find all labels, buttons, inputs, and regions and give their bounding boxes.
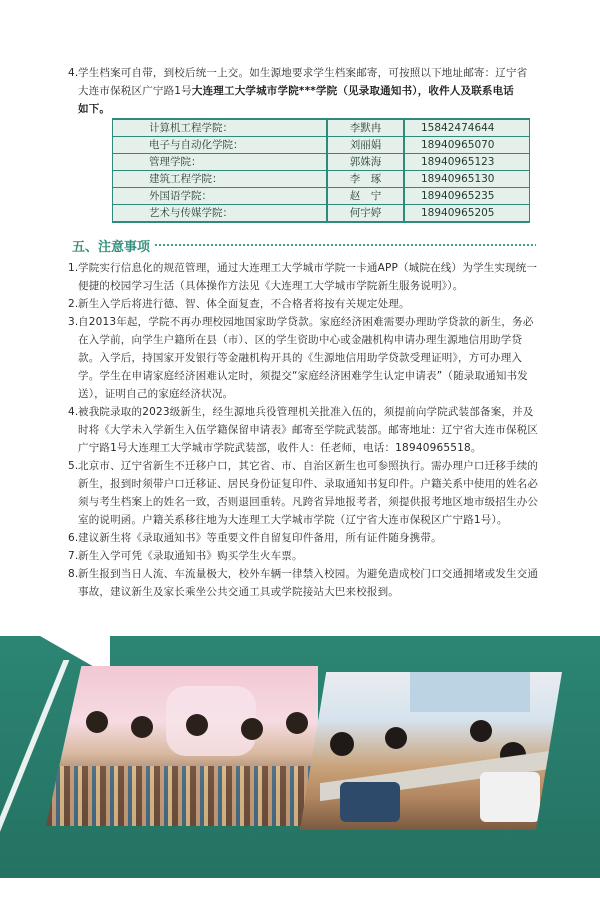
note-number: 5. (68, 460, 79, 472)
item-4-bold-address: 大连理工大学城市学院***学院（见录取通知书），收件人及联系电话 (191, 85, 515, 97)
table-row (113, 154, 529, 170)
list-item (68, 313, 540, 403)
contact-person: 李 琢 (328, 171, 405, 187)
table-row (113, 137, 529, 153)
list-item (68, 547, 540, 565)
contact-phone: 18940965235 (405, 188, 529, 204)
list-item (68, 295, 540, 313)
item-4-text (68, 64, 538, 118)
note-number: 1. (68, 262, 79, 274)
contact-person: 赵 宁 (328, 188, 405, 204)
contact-person: 何宇婷 (328, 205, 405, 221)
list-item (68, 403, 540, 457)
table-row (113, 205, 529, 221)
note-text: 建议新生将《录取通知书》等重要文件自留复印件备用，所有证件随身携带。 (78, 532, 442, 544)
note-number: 4. (68, 406, 79, 418)
note-text: 新生入学可凭《录取通知书》购买学生火车票。 (78, 550, 303, 562)
dotted-divider (154, 244, 536, 246)
note-text: 北京市、辽宁省新生不迁移户口，其它省、市、自治区新生也可参照执行。需办理户口迁移手续的新生，报到时须带户口迁移证、居民身份证复印件、录取通知书复印件。户籍关系中使用的姓名必须与考生档案上的姓名一致，否则退回重转。凡跨省异地报考者，须提供报考地区地市级招生办公室的说明函。户籍关系移往地为大连理工大学城市学院（辽宁省大连市保税区广宁路1号）。 (78, 460, 539, 526)
contact-person: 郭姝海 (328, 154, 405, 170)
section-title: 五、注意事项 (72, 239, 151, 255)
note-text: 自2013年起，学院不再办理校园地国家助学贷款。家庭经济困难需要办理助学贷款的新生，务必在入学前，向学生户籍所在县（市）、区的学生资助中心或金融机构申请办理生源地信用助学贷款。入学后，持国家开发银行等金融机构开具的《生源地信用助学贷款受理证明》，方可办理入学。学生在申请家庭经济困难认定时，须提交“家庭经济困难学生认定申请表”（随录取通知书发送），证明自己的家庭经济状况。 (78, 316, 534, 400)
contact-person: 李默冉 (328, 120, 405, 136)
list-item (68, 529, 540, 547)
contact-phone: 18940965130 (405, 171, 529, 187)
note-number: 7. (68, 550, 79, 562)
table-row (113, 188, 529, 204)
note-number: 8. (68, 568, 79, 580)
college-name: 管理学院： (113, 154, 328, 170)
students-study-photo (300, 672, 562, 830)
list-item (68, 565, 540, 601)
item-4-tail: 如下。 (78, 103, 111, 115)
item-4-number: 4. (68, 67, 79, 79)
list-item (68, 259, 540, 295)
contacts-table (112, 118, 530, 223)
table-row (113, 120, 529, 136)
contact-person: 刘丽娟 (328, 137, 405, 153)
college-name: 建筑工程学院： (113, 171, 328, 187)
college-name: 电子与自动化学院： (113, 137, 328, 153)
table-row (113, 171, 529, 187)
note-text: 新生入学后将进行德、智、体全面复查，不合格者将按有关规定处理。 (78, 298, 410, 310)
campus-activity-photo (46, 666, 318, 826)
item-4-line-2: 大连市保税区广宁路1号 (78, 85, 192, 97)
college-name: 计算机工程学院： (113, 120, 328, 136)
note-number: 6. (68, 532, 79, 544)
note-number: 2. (68, 298, 79, 310)
note-number: 3. (68, 316, 79, 328)
list-item (68, 457, 540, 529)
notes-list (68, 259, 540, 601)
college-name: 艺术与传媒学院： (113, 205, 328, 221)
note-text: 被我院录取的2023级新生，经生源地兵役管理机关批准入伍的，须提前向学院武装部备案，并及时将《大学未入学新生入伍学籍保留申请表》邮寄至学院武装部。邮寄地址：辽宁省大连市保税区广宁路1号大连理工大学城市学院武装部，收件人：任老师，电话：18940965518。 (78, 406, 539, 454)
item-4-line-1: 学生档案可自带，到校后统一上交。如生源地要求学生档案邮寄，可按照以下地址邮寄：辽宁省 (78, 67, 528, 79)
college-name: 外国语学院： (113, 188, 328, 204)
section-heading (72, 236, 536, 254)
contact-phone: 18940965205 (405, 205, 529, 221)
note-text: 学院实行信息化的规范管理，通过大连理工大学城市学院一卡通APP（城院在线）为学生实现统一便捷的校园学习生活（具体操作方法见《大连理工大学城市学院新生服务说明》）。 (78, 262, 538, 292)
bottom-margin (0, 878, 600, 918)
contact-phone: 18940965070 (405, 137, 529, 153)
item-4-archive-mailing (68, 64, 538, 118)
contact-phone: 18940965123 (405, 154, 529, 170)
contact-phone: 15842474644 (405, 120, 529, 136)
note-text: 新生报到当日人流、车流量极大，校外车辆一律禁入校园。为避免造成校门口交通拥堵或发生交通事故，建议新生及家长乘坐公共交通工具或学院接站大巴来校报到。 (78, 568, 539, 598)
